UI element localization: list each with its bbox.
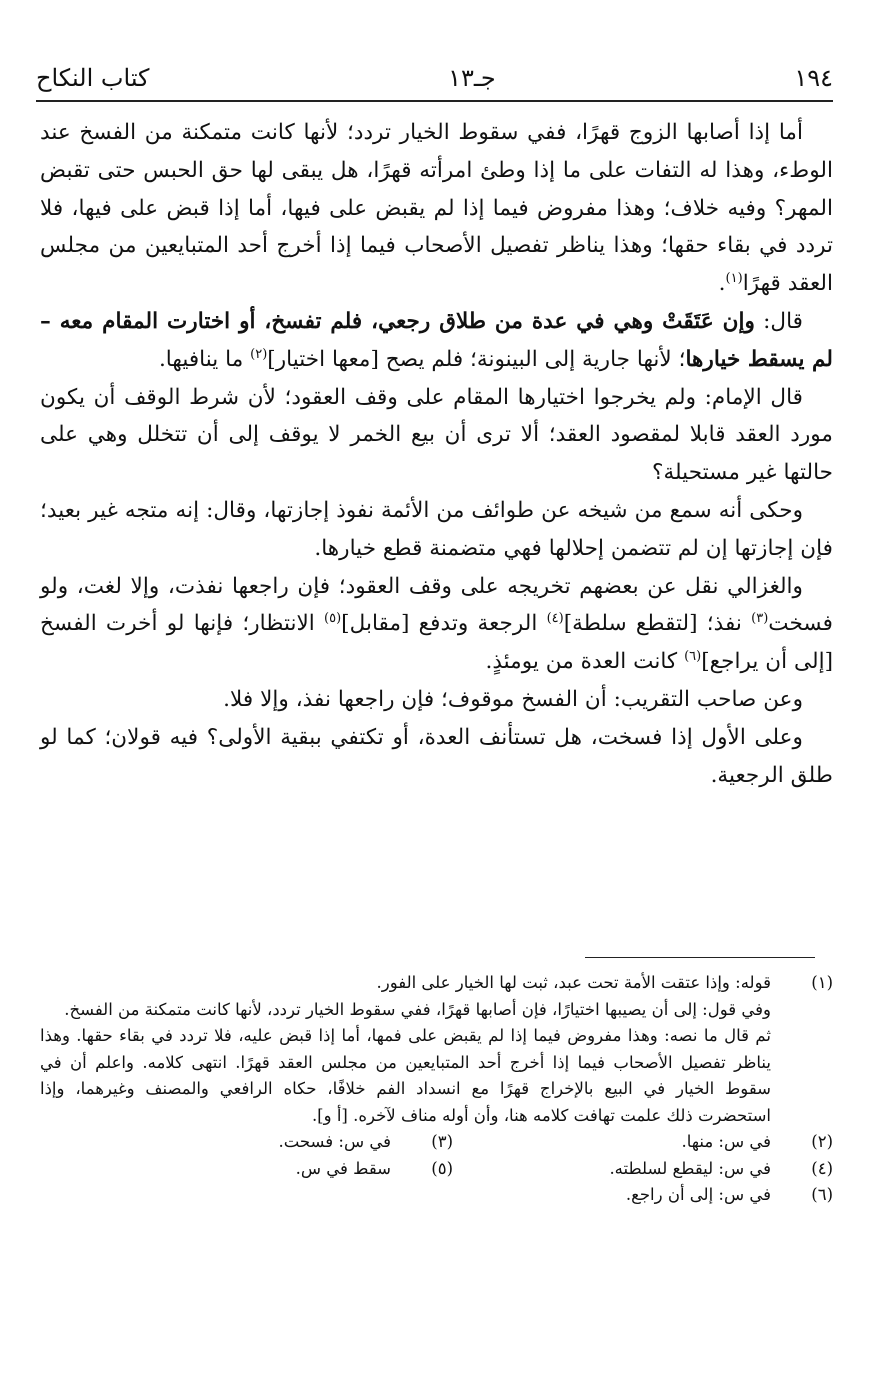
footnotes [40,970,833,1209]
footnote-text: في س: منها. [681,1132,771,1151]
footnote-number: (١) [811,973,833,992]
paragraph [40,114,833,303]
paragraph: قال الإمام: ولم يخرجوا اختيارها المقام على وقف العقود؛ لأن شرط الوقف أن يكون مورد العقد قابلا لمقصود العقد؛ ألا ترى أن بيع الخمر لا يوقف إلى أن تتخلل وهي على حالتها غير مستحيلة؟ [40,384,833,486]
paragraph [40,303,833,379]
footnote-2 [453,1129,833,1156]
footnote-row [40,1156,833,1183]
paragraph-text: الانتظار؛ فإنها لو أخرت الفسخ [إلى أن يراجع] [40,611,833,675]
footnote-ref: (٣) [751,611,769,627]
paragraph-text: ؛ لأنها جارية إلى البينونة؛ فلم يصح [معها اختيار] [267,346,686,372]
footnote-ref: (٢) [250,346,268,362]
footnote-number: (٤) [811,1158,833,1178]
paragraph-text: كانت العدة من يومئذٍ. [485,649,685,675]
footnote-text: في س: إلى أن راجع. [625,1185,771,1204]
footnote-line: قوله: وإذا عتقت الأمة تحت عبد، ثبت لها الخيار على الفور. [376,973,771,992]
footnote-text [40,970,771,1129]
paragraph: وحكى أنه سمع من شيخه عن طوائف من الأئمة نفوذ إجازتها، وقال: إنه متجه غير بعيد؛ فإن إجازتها إن لم تتضمن إحلالها فهي متضمنة قطع خيارها. [40,497,833,561]
paragraph: وعن صاحب التقريب: أن الفسخ موقوف؛ فإن راجعها نفذ، وإلا فلا. [223,686,803,712]
footnote-text: في س: فسحت. [278,1132,391,1151]
footnote-ref: (٤) [546,611,564,627]
footnote-text: في س: ليقطع لسلطته. [609,1158,771,1178]
matn-bold-text: وإن عَتَقَتْ وهي في عدة من طلاق رجعي، فلم تفسخ، أو اختارت المقام معه – لم يسقط خيارها [40,308,833,372]
footnote-ref: (١) [725,271,743,286]
footnote-line: ثم قال ما نصه: وهذا مفروض فيما إذا لم يقبض على فمها، أما إذا قبض عليه، فلا تردد في بقاء حقها. وهذا يناظر تفصيل الأصحاب فيما إذا أخرج أحد المتبايعين من مجلس العقد قهرًا. انتهى كلامه. واعلم أن في سقوط الخيار في البيع بالإخراج قهرًا مع انسداد الفم خلافًا، حكاه الرافعي والمصنف وغيرهما، وإذا استحضرت ذلك علمت تهافت كلامه هنا، وأن أوله مناف لآخره. [أ و]. [40,1026,771,1125]
paragraph-text: نفذ؛ [لتقطع سلطة] [563,611,752,637]
footnote-text: سقط في س. [295,1158,391,1178]
footnote-ref: (٦) [684,648,702,664]
footnote-number: (٢) [811,1132,833,1151]
footnote-ref: (٥) [324,611,342,627]
footnote-line: وفي قول: إلى أن يصيبها اختيارًا، فإن أصابها قهرًا، ففي سقوط الخيار تردد، لأنها كانت متمكنة من الفسخ. [64,999,771,1019]
footnote-1 [40,970,833,1129]
paragraph: وعلى الأول إذا فسخت، هل تستأنف العدة، أو تكتفي ببقية الأولى؟ فيه قولان؛ كما لو طلق الرجعية. [40,724,833,788]
footnote-5 [73,1156,453,1183]
header-divider [36,100,833,102]
volume-label: جـ١٣ [448,64,496,92]
footnote-row [40,1182,833,1209]
main-text [40,114,833,794]
footnote-number: (٣) [431,1132,453,1151]
paragraph-text: أما إذا أصابها الزوج قهرًا، ففي سقوط الخيار تردد؛ لأنها كانت متمكنة من الفسخ عند الوطء، وهذا له التفات على ما إذا وطئ امرأته قهرًا، هل يبقى لها حق الحبس حتى تقبض المهر؟ وفيه خلاف؛ وهذا مفروض فيما إذا لم يقبض على فيها، أما إذا قبض على فيها، فلا تردد في بقاء حقها؛ وهذا يناظر تفصيل الأصحاب فيما إذا أخرج أحد المتبايعين من مجلس العقد قهرًا [40,120,833,297]
footnote-divider [585,957,815,958]
paragraph-text: . [718,271,726,297]
paragraph-text: ما ينافيها. [158,346,251,372]
paragraph-text: قال: [754,308,803,334]
page-number: ١٩٤ [794,64,833,92]
footnote-row [40,1129,833,1156]
paragraph [40,568,833,681]
footnote-6 [453,1182,833,1209]
book-title: كتاب النكاح [36,64,150,92]
footnote-number: (٥) [431,1158,453,1178]
footnote-3 [73,1129,453,1156]
footnote-4 [453,1156,833,1183]
footnote-number: (٦) [811,1185,833,1204]
page-header [36,58,833,98]
paragraph-text: والغزالي نقل عن بعضهم تخريجه على وقف العقود؛ فإن راجعها نفذت، وإلا لغت، ولو فسخت [40,573,833,637]
paragraph-text: الرجعة وتدفع [مقابل] [341,611,547,637]
